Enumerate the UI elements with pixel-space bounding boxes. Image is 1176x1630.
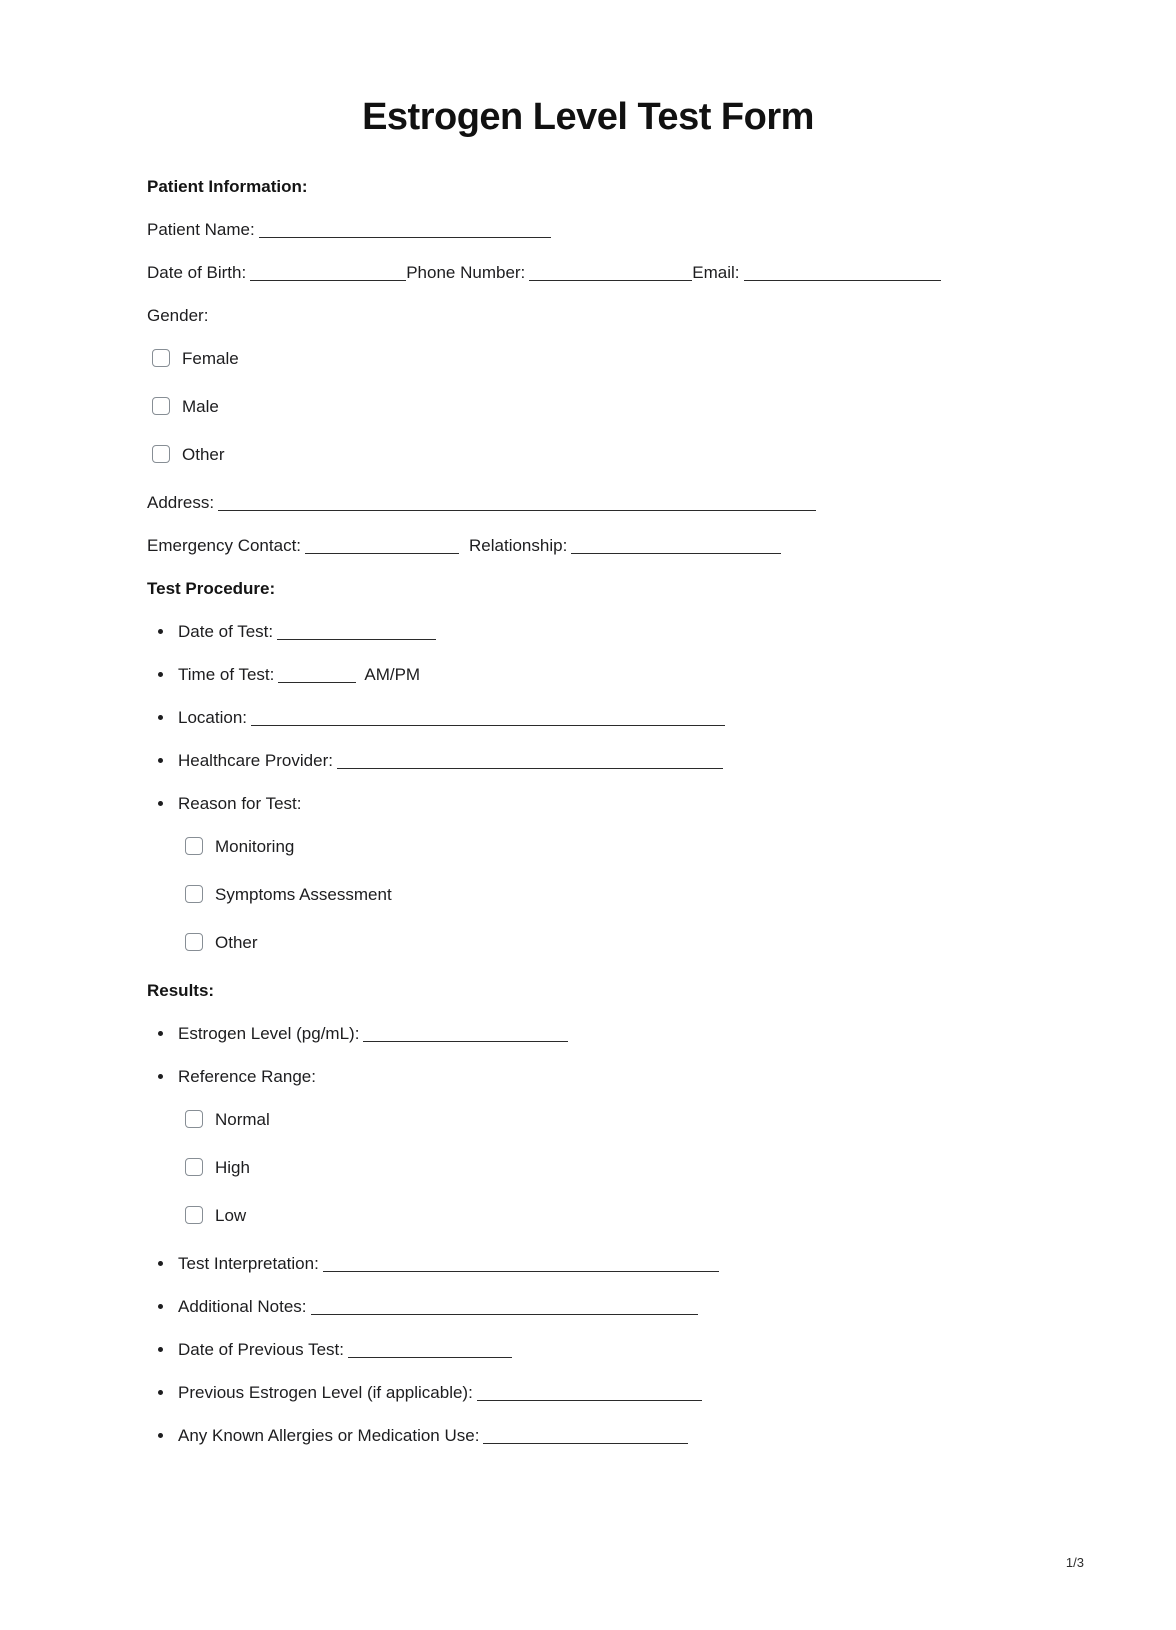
blank-line <box>571 538 781 554</box>
checkbox-label: Monitoring <box>215 837 295 856</box>
bullet-row <box>147 620 1036 643</box>
bullet-row <box>147 749 1036 772</box>
section-heading: Results: <box>147 981 215 1000</box>
bullet-row <box>147 1065 1036 1088</box>
page-number: 1/3 <box>1065 1555 1084 1570</box>
checkbox[interactable] <box>185 885 203 903</box>
field-label: Reason for Test: <box>178 794 302 813</box>
field-row <box>147 218 1036 241</box>
field-label: Additional Notes: <box>178 1297 307 1316</box>
blank-line <box>278 667 356 683</box>
field-label: Date of Previous Test: <box>178 1340 344 1359</box>
section-heading: Test Procedure: <box>147 579 276 598</box>
blank-line <box>259 222 551 238</box>
checkbox-label: Low <box>215 1206 247 1225</box>
field-label-row <box>147 304 1036 327</box>
blank-line <box>477 1385 702 1401</box>
bullet-row <box>147 1252 1036 1275</box>
bullet-icon <box>158 1433 163 1438</box>
section-heading: Patient Information: <box>147 177 308 196</box>
field-label: Reference Range: <box>178 1067 316 1086</box>
bullet-row <box>147 663 1036 686</box>
field-label: Relationship: <box>469 536 568 555</box>
field-label: Healthcare Provider: <box>178 751 333 770</box>
checkbox[interactable] <box>152 445 170 463</box>
form-body <box>0 175 1176 1447</box>
field-label: Estrogen Level (pg/mL): <box>178 1024 360 1043</box>
field-label: Any Known Allergies or Medication Use: <box>178 1426 480 1445</box>
field-label: AM/PM <box>364 665 421 684</box>
bullet-row <box>147 1424 1036 1447</box>
blank-line <box>305 538 459 554</box>
form-title: Estrogen Level Test Form <box>362 96 814 138</box>
blank-line <box>744 265 941 281</box>
bullet-icon <box>158 1074 163 1079</box>
blank-line <box>218 495 816 511</box>
bullet-row <box>147 1295 1036 1318</box>
field-row <box>147 534 1036 557</box>
field-label: Address: <box>147 493 215 512</box>
blank-line <box>277 624 436 640</box>
blank-line <box>251 710 725 726</box>
blank-line <box>337 753 723 769</box>
checkbox-row <box>147 883 1036 906</box>
field-label: Patient Name: <box>147 220 255 239</box>
bullet-icon <box>158 1261 163 1266</box>
field-label: Test Interpretation: <box>178 1254 319 1273</box>
blank-line <box>483 1428 688 1444</box>
checkbox-label: Symptoms Assessment <box>215 885 392 904</box>
field-row <box>147 261 1036 284</box>
bullet-row <box>147 1381 1036 1404</box>
blank-line <box>250 265 406 281</box>
checkbox-row <box>147 835 1036 858</box>
bullet-row <box>147 792 1036 815</box>
checkbox-row <box>147 931 1036 954</box>
checkbox-label: High <box>215 1158 250 1177</box>
field-label: Location: <box>178 708 247 727</box>
field-label: Gender: <box>147 306 209 325</box>
field-label: Time of Test: <box>178 665 275 684</box>
checkbox[interactable] <box>152 349 170 367</box>
checkbox-label: Other <box>215 933 258 952</box>
blank-line <box>363 1026 568 1042</box>
blank-line <box>348 1342 512 1358</box>
blank-line <box>311 1299 698 1315</box>
bullet-icon <box>158 672 163 677</box>
field-label: Date of Birth: <box>147 263 247 282</box>
checkbox-label: Female <box>182 349 239 368</box>
bullet-icon <box>158 1304 163 1309</box>
bullet-icon <box>158 758 163 763</box>
bullet-row <box>147 706 1036 729</box>
bullet-icon <box>158 715 163 720</box>
checkbox[interactable] <box>185 1110 203 1128</box>
checkbox[interactable] <box>185 837 203 855</box>
bullet-icon <box>158 1031 163 1036</box>
bullet-icon <box>158 801 163 806</box>
checkbox-row <box>147 395 1036 418</box>
blank-line <box>323 1256 719 1272</box>
checkbox[interactable] <box>152 397 170 415</box>
checkbox-row <box>147 1156 1036 1179</box>
bullet-row <box>147 1022 1036 1045</box>
checkbox-label: Other <box>182 445 225 464</box>
field-label: Email: <box>692 263 740 282</box>
bullet-icon <box>158 1347 163 1352</box>
bullet-icon <box>158 1390 163 1395</box>
checkbox-row <box>147 1108 1036 1131</box>
checkbox[interactable] <box>185 1206 203 1224</box>
field-label: Emergency Contact: <box>147 536 302 555</box>
field-label: Date of Test: <box>178 622 274 641</box>
checkbox-label: Normal <box>215 1110 270 1129</box>
blank-line <box>529 265 692 281</box>
checkbox-row <box>147 1204 1036 1227</box>
checkbox-row <box>147 347 1036 370</box>
field-label: Previous Estrogen Level (if applicable): <box>178 1383 473 1402</box>
field-row <box>147 491 1036 514</box>
checkbox-row <box>147 443 1036 466</box>
field-label: Phone Number: <box>406 263 526 282</box>
checkbox[interactable] <box>185 1158 203 1176</box>
checkbox-label: Male <box>182 397 219 416</box>
checkbox[interactable] <box>185 933 203 951</box>
bullet-icon <box>158 629 163 634</box>
bullet-row <box>147 1338 1036 1361</box>
